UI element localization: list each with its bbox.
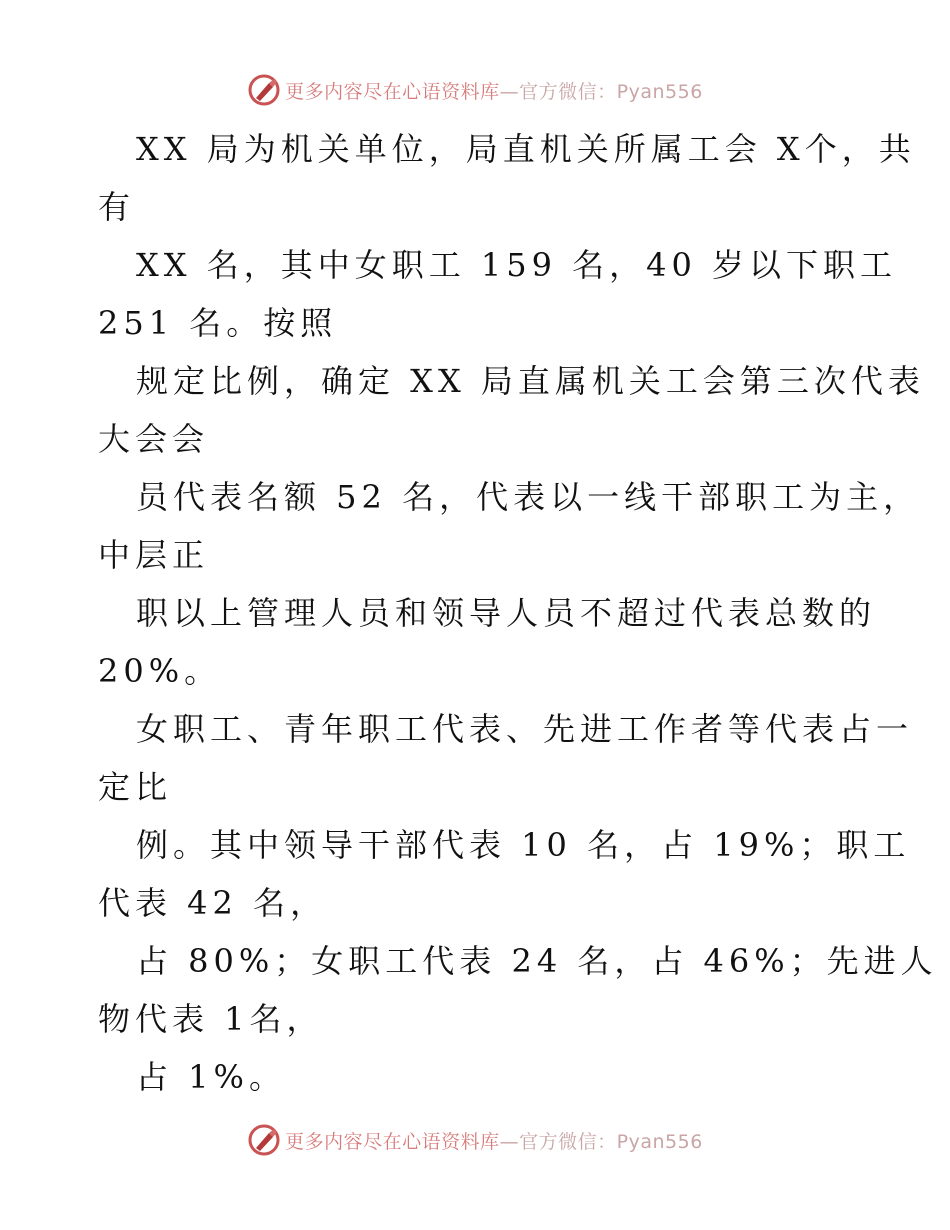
footer-watermark-tail: 官方微信：Pyan556	[519, 1130, 703, 1153]
header-watermark-text	[285, 77, 703, 104]
text-line: XX 局为机关单位，局直机关所属工会 X个，共	[136, 130, 916, 168]
text-line: XX 名，其中女职工 159 名，40 岁以下职工	[136, 246, 898, 284]
footer-watermark-text	[285, 1127, 703, 1154]
text-line: 规定比例，确定 XX 局直属机关工会第三次代表	[136, 362, 925, 400]
text-line: 占 1%。	[136, 1058, 286, 1096]
text-line: 定比	[98, 768, 173, 806]
text-line: 有	[98, 188, 136, 226]
text-line: 女职工、青年职工代表、先进工作者等代表占一	[136, 710, 914, 748]
text-line: 20%。	[98, 652, 222, 690]
text-line: 员代表名额 52 名，代表以一线干部职工为主，	[136, 478, 921, 516]
header-watermark-separator: —	[499, 80, 520, 103]
text-line: 职以上管理人员和领导人员不超过代表总数的	[136, 594, 877, 632]
pen-logo-icon	[247, 73, 281, 107]
pen-logo-icon	[247, 1123, 281, 1157]
footer-watermark-separator: —	[499, 1130, 520, 1153]
text-line: 物代表 1名，	[98, 1000, 324, 1038]
document-body	[98, 120, 938, 1106]
footer-watermark-main: 更多内容尽在心语资料库	[285, 1130, 500, 1153]
text-line: 中层正	[98, 536, 210, 574]
text-line: 占 80%；女职工代表 24 名，占 46%；先进人	[136, 942, 938, 980]
header-watermark-banner	[0, 70, 950, 110]
text-line: 大会会	[98, 420, 210, 458]
text-line: 251 名。按照	[98, 304, 338, 342]
header-watermark-tail: 官方微信：Pyan556	[519, 80, 703, 103]
text-line: 代表 42 名，	[98, 884, 328, 922]
footer-watermark-banner	[0, 1120, 950, 1160]
text-line: 例。其中领导干部代表 10 名，占 19%；职工	[136, 826, 911, 864]
header-watermark-main: 更多内容尽在心语资料库	[285, 80, 500, 103]
